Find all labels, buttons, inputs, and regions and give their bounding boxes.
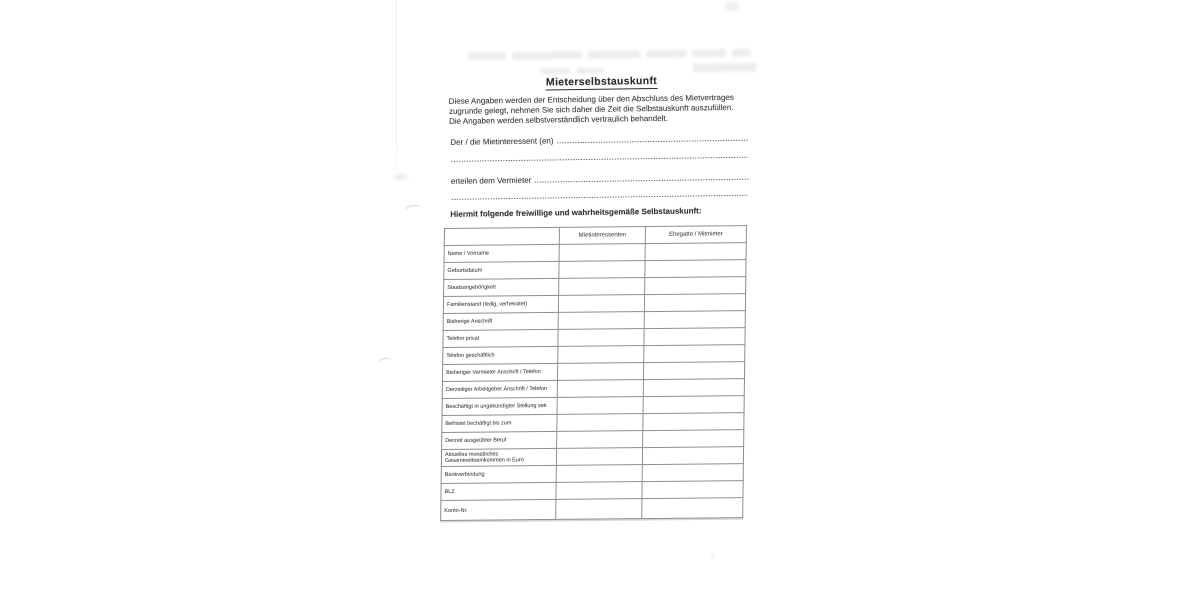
- applicant-entry-cell: [557, 431, 643, 449]
- row-label: Bisherige Anschrift: [443, 312, 558, 330]
- applicant-entry-cell: [559, 261, 645, 279]
- cotenant-entry-cell: [642, 447, 743, 465]
- row-label: Bankverbindung: [441, 465, 556, 483]
- form-document: [440, 0, 762, 600]
- applicant-entry-cell: [557, 397, 643, 415]
- dotted-blank: [556, 139, 748, 145]
- intro-line: zugrunde gelegt, nehmen Sie sich daher die Zeit die Selbstauskunft auszufüllen.: [448, 102, 734, 116]
- cotenant-entry-cell: [643, 362, 744, 380]
- cotenant-entry-cell: [643, 413, 744, 431]
- cotenant-entry-cell: [645, 243, 746, 261]
- applicant-entry-cell: [556, 448, 642, 466]
- applicant-label: Der / die Mietinteressent (en): [450, 136, 554, 147]
- cotenant-entry-cell: [643, 396, 744, 414]
- cotenant-entry-cell: [644, 294, 745, 312]
- row-label: Beschäftigt in ungekündigter Stellung seit: [442, 397, 557, 415]
- document-header-block: [440, 42, 765, 232]
- applicant-entry-cell: [558, 329, 644, 347]
- row-label: Bisheriger Vermieter Anschrift / Telefon: [442, 363, 557, 381]
- applicant-entry-cell: [559, 278, 645, 296]
- dotted-blank-line: [451, 194, 748, 201]
- title-row: [440, 70, 762, 92]
- applicant-fill-line: [450, 134, 748, 147]
- applicant-entry-cell: [556, 465, 642, 483]
- row-label: Befristet bechäftigt bis zum: [442, 414, 557, 432]
- intro-line: Die Angaben werden selbstverständlich vertraulich behandelt.: [448, 113, 668, 126]
- row-label: Telefon privat: [443, 329, 558, 347]
- row-label: Name / Vorname: [444, 244, 559, 262]
- form-table-zone: [440, 225, 747, 521]
- statement-heading: Hiermit folgende freiwillige und wahrheitsgemäße Selbstauskunft:: [450, 206, 702, 219]
- cotenant-entry-cell: [645, 260, 746, 278]
- cotenant-entry-cell: [644, 345, 745, 363]
- dotted-blank-line: [451, 156, 748, 163]
- punch-hole-arc: [403, 203, 423, 218]
- self-disclosure-table: [440, 225, 747, 521]
- row-label: Derzeitiger Arbeitgeber Anschrift / Telefon: [442, 380, 557, 398]
- row-label: Familienstand (ledig, verheiratet): [443, 295, 558, 313]
- cotenant-entry-cell: [643, 379, 744, 397]
- applicant-entry-cell: [558, 346, 644, 364]
- row-label: Konto-Nr.: [441, 499, 556, 520]
- applicant-entry-cell: [558, 295, 644, 313]
- cotenant-entry-cell: [643, 430, 744, 448]
- cotenant-entry-cell: [642, 481, 743, 499]
- dotted-blank: [534, 178, 749, 184]
- row-label: Telefon geschäftlich: [443, 346, 558, 364]
- cotenant-entry-cell: [644, 328, 745, 346]
- scan-smudge: [394, 174, 408, 180]
- row-label: Aktuelles monatliches Gesamtnettoeinkommen in Euro: [441, 448, 556, 466]
- punch-hole-arc: [376, 357, 393, 370]
- applicant-entry-cell: [557, 380, 643, 398]
- document-title: Mieterselbstauskunft: [545, 74, 658, 89]
- intro-line: Diese Angaben werden der Entscheidung über den Abschluss des Mietvertrages: [448, 92, 734, 106]
- applicant-entry-cell: [559, 244, 645, 262]
- row-label: BLZ: [441, 482, 556, 500]
- applicant-entry-cell: [556, 499, 642, 520]
- row-label: Staatsangehörigkeit: [444, 278, 559, 296]
- row-label: Derzeit ausgeübter Beruf: [442, 431, 557, 449]
- applicant-entry-cell: [557, 363, 643, 381]
- cotenant-entry-cell: [645, 277, 746, 295]
- page-edge-line: [396, 0, 397, 180]
- intro-paragraph: [449, 93, 753, 127]
- landlord-label: erteilen dem Vermieter: [450, 175, 532, 186]
- header-empty-cell: [444, 227, 559, 245]
- row-label: Geburtsdatum: [444, 261, 559, 279]
- applicant-entry-cell: [558, 312, 644, 330]
- bleed-through-text: [468, 49, 750, 61]
- cotenant-entry-cell: [644, 311, 745, 329]
- landlord-fill-line: [451, 173, 749, 186]
- header-applicant: Mietinteressenten: [559, 227, 645, 245]
- applicant-entry-cell: [557, 414, 643, 432]
- form-table-row: [441, 498, 743, 521]
- header-cotenant: Ehegatte / Mitmieter: [645, 226, 746, 244]
- cotenant-entry-cell: [642, 498, 743, 519]
- cotenant-entry-cell: [642, 464, 743, 482]
- applicant-entry-cell: [556, 482, 642, 500]
